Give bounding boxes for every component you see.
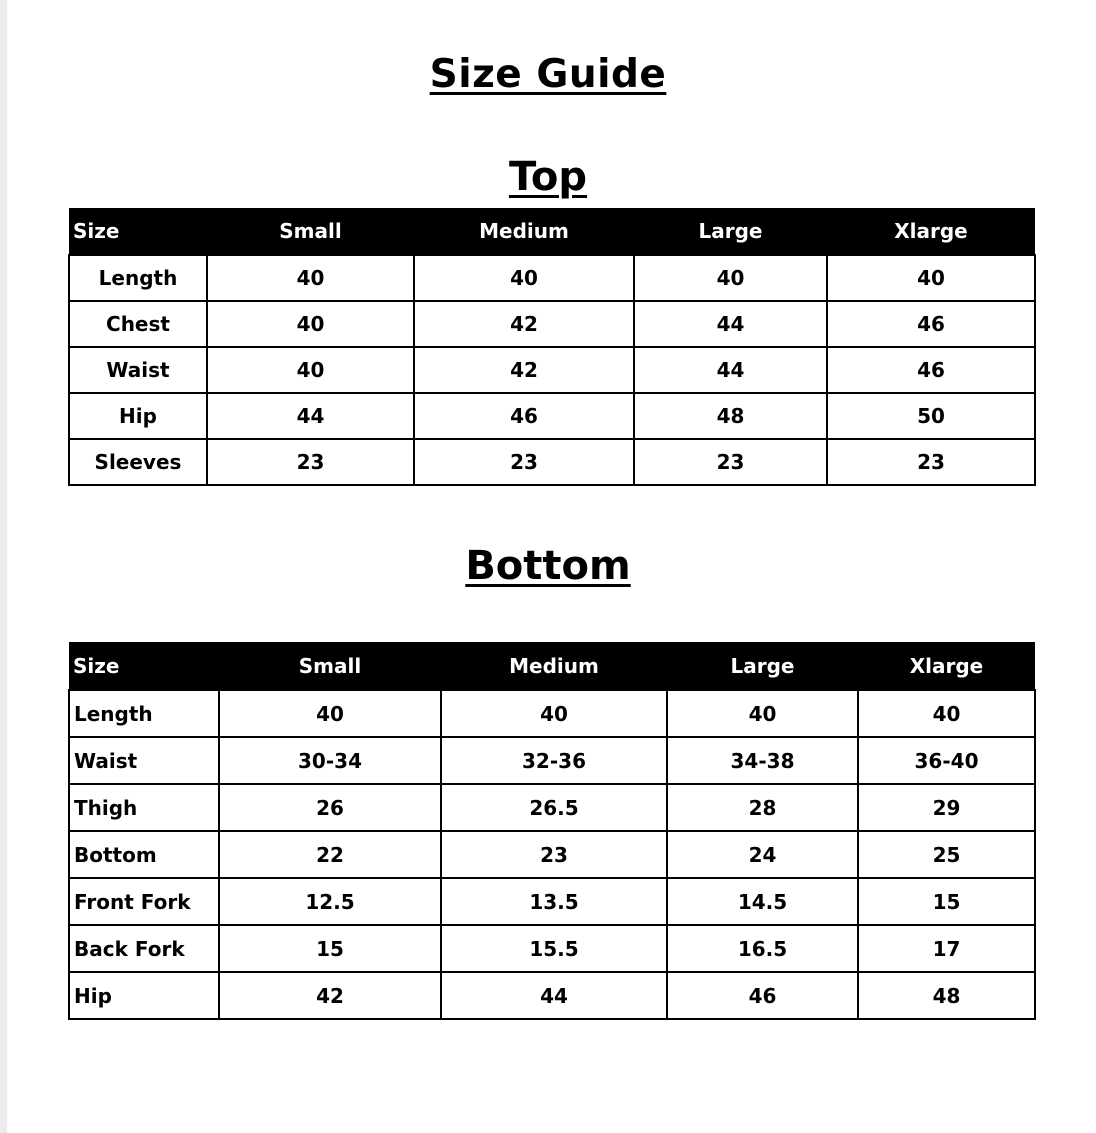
table-cell: 40 xyxy=(207,301,414,347)
column-header: Medium xyxy=(441,642,667,690)
table-cell: 40 xyxy=(414,255,634,301)
row-label: Waist xyxy=(69,347,207,393)
table-row xyxy=(69,393,1035,439)
table-header-row xyxy=(69,208,1035,255)
bottom-size-table xyxy=(68,642,1036,1020)
table-row xyxy=(69,439,1035,485)
table-cell: 23 xyxy=(207,439,414,485)
table-cell: 40 xyxy=(441,690,667,737)
table-cell: 40 xyxy=(207,255,414,301)
table-cell: 24 xyxy=(667,831,858,878)
table-row xyxy=(69,737,1035,784)
row-label: Front Fork xyxy=(69,878,219,925)
row-label: Sleeves xyxy=(69,439,207,485)
column-header: Small xyxy=(207,208,414,255)
table-row xyxy=(69,301,1035,347)
table-cell: 44 xyxy=(441,972,667,1019)
table-cell: 14.5 xyxy=(667,878,858,925)
table-cell: 50 xyxy=(827,393,1035,439)
table-cell: 40 xyxy=(858,690,1035,737)
table-cell: 44 xyxy=(634,301,827,347)
row-label: Length xyxy=(69,690,219,737)
table-cell: 40 xyxy=(219,690,441,737)
table-row xyxy=(69,784,1035,831)
column-header: Medium xyxy=(414,208,634,255)
row-label: Length xyxy=(69,255,207,301)
table-cell: 42 xyxy=(219,972,441,1019)
column-header: Size xyxy=(69,208,207,255)
table-cell: 30-34 xyxy=(219,737,441,784)
table-cell: 26.5 xyxy=(441,784,667,831)
table-row xyxy=(69,347,1035,393)
table-cell: 28 xyxy=(667,784,858,831)
table-cell: 23 xyxy=(827,439,1035,485)
table-cell: 32-36 xyxy=(441,737,667,784)
table-cell: 16.5 xyxy=(667,925,858,972)
table-cell: 23 xyxy=(414,439,634,485)
top-size-table xyxy=(68,208,1036,486)
table-cell: 15.5 xyxy=(441,925,667,972)
table-row xyxy=(69,255,1035,301)
table-cell: 17 xyxy=(858,925,1035,972)
table-cell: 46 xyxy=(414,393,634,439)
column-header: Xlarge xyxy=(858,642,1035,690)
table-row xyxy=(69,831,1035,878)
table-cell: 46 xyxy=(827,301,1035,347)
table-row xyxy=(69,925,1035,972)
table-cell: 25 xyxy=(858,831,1035,878)
table-cell: 40 xyxy=(207,347,414,393)
table-header-row xyxy=(69,642,1035,690)
table-cell: 22 xyxy=(219,831,441,878)
table-cell: 40 xyxy=(634,255,827,301)
bottom-heading: Bottom xyxy=(465,543,631,589)
table-row xyxy=(69,972,1035,1019)
table-cell: 23 xyxy=(634,439,827,485)
table-cell: 48 xyxy=(858,972,1035,1019)
row-label: Back Fork xyxy=(69,925,219,972)
row-label: Hip xyxy=(69,393,207,439)
table-cell: 15 xyxy=(219,925,441,972)
table-cell: 15 xyxy=(858,878,1035,925)
column-header: Large xyxy=(667,642,858,690)
row-label: Bottom xyxy=(69,831,219,878)
column-header: Large xyxy=(634,208,827,255)
table-cell: 29 xyxy=(858,784,1035,831)
table-row xyxy=(69,690,1035,737)
table-cell: 40 xyxy=(827,255,1035,301)
row-label: Chest xyxy=(69,301,207,347)
table-cell: 26 xyxy=(219,784,441,831)
column-header: Xlarge xyxy=(827,208,1035,255)
table-cell: 23 xyxy=(441,831,667,878)
table-cell: 13.5 xyxy=(441,878,667,925)
page-title: Size Guide xyxy=(429,52,667,97)
row-label: Hip xyxy=(69,972,219,1019)
table-cell: 42 xyxy=(414,301,634,347)
top-heading: Top xyxy=(508,154,588,200)
table-cell: 34-38 xyxy=(667,737,858,784)
table-cell: 12.5 xyxy=(219,878,441,925)
table-cell: 42 xyxy=(414,347,634,393)
column-header: Small xyxy=(219,642,441,690)
table-cell: 46 xyxy=(667,972,858,1019)
table-cell: 46 xyxy=(827,347,1035,393)
table-cell: 48 xyxy=(634,393,827,439)
table-cell: 44 xyxy=(207,393,414,439)
row-label: Waist xyxy=(69,737,219,784)
table-cell: 40 xyxy=(667,690,858,737)
column-header: Size xyxy=(69,642,219,690)
row-label: Thigh xyxy=(69,784,219,831)
table-cell: 44 xyxy=(634,347,827,393)
table-cell: 36-40 xyxy=(858,737,1035,784)
table-row xyxy=(69,878,1035,925)
